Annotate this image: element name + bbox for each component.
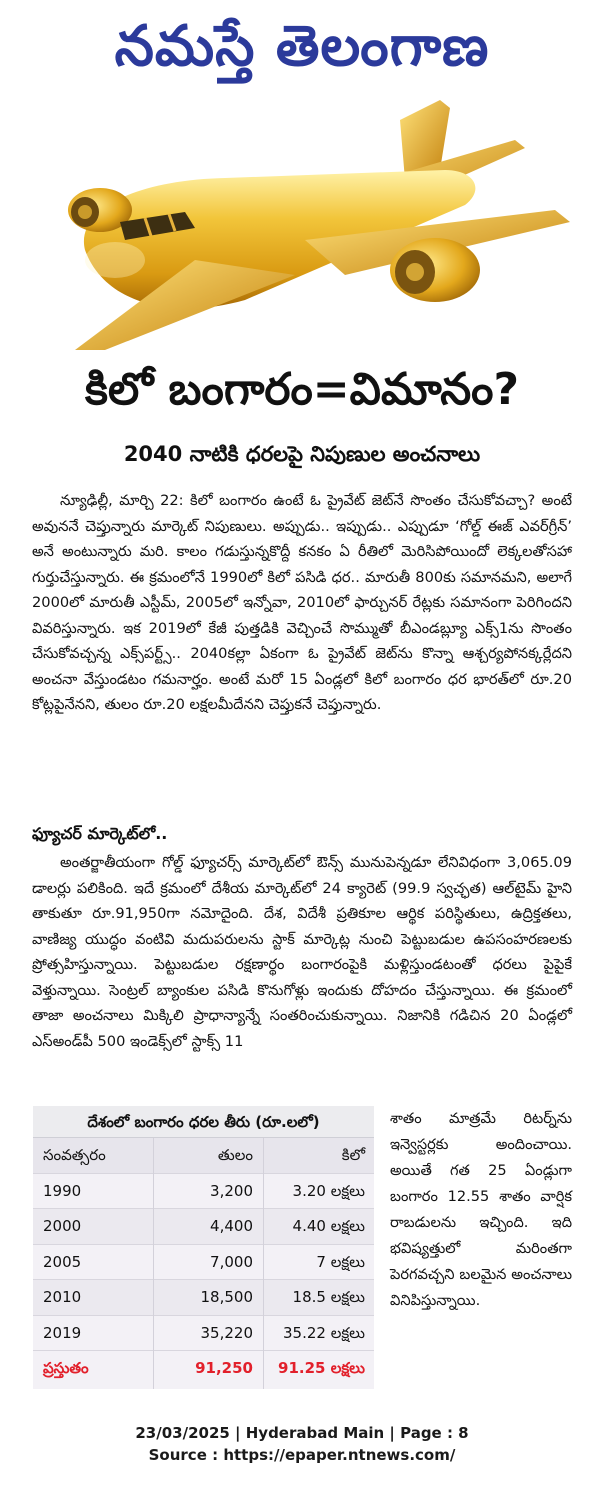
article-paragraph-1: న్యూఢిల్లీ, మార్చి 22: కిలో బంగారం ఉంటే ఓ ప్రైవేట్ జెట్‌నే సొంతం చేసుకోవచ్చా? అంటే అవుననే చెప్తున్నారు మార్కెట్ నిపుణులు. అప్పుడు.. ఇప్పుడు.. ఎప్పుడూ ‘గోల్డ్ ఈజ్ ఎవర్‌గ్రీన్’ అనే అంటున్నారు మరి. కాలం గడుస్తున్నకొద్దీ కనకం ఏ రీతిలో మెరిసిపోయిందో లెక్కలతోసహా గుర్తుచేస్తున్నారు. ఈ క్రమంలోనే 1990లో కిలో పసిడి ధర.. మారుతీ 800కు సమానమని, అలాగే 2000లో మారుతీ ఎస్టీమ్, 2005లో ఇన్నోవా, 2010లో ఫార్చునర్ రేట్లకు సమానంగా పెరిగిందని వివరిస్తున్నారు. ఇక 2019లో కేజీ పుత్తడికి వెచ్చించే సొమ్ముతో బీఎండబ్ల్యూ ఎక్స్1ను సొంతం చేసుకోవచ్చన్న ఎక్స్‌పర్ట్స్.. 2040కల్లా ఏకంగా ఓ ప్రైవేట్ జెట్‌ను కొన్నా ఆశ్చర్యపోనక్కర్లేదని అంచనా వేస్తుండటం గమనార్హం. అంటే మరో 15 ఏండ్లలో కిలో బంగారం ధర భారత్‌లో రూ.20 కోట్లపైనేనని, తులం రూ.20 లక్షలమీదేనని చెప్తుకనే చెప్తున్నారు. [32,492,572,713]
table-cell-tola: 3,200 [210,1181,253,1200]
table-cell-kilo: 35.22 లక్షలు [282,1323,365,1342]
footer-source: Source : https://epaper.ntnews.com/ [148,1446,456,1464]
table-title: దేశంలో బంగారం ధరల తీరు (రూ.లలో) [33,1106,374,1138]
article-paragraph-2: అంతర్జాతీయంగా గోల్డ్ ఫ్యూచర్స్ మార్కెట్‌లో ఔన్స్ మునుపెన్నడూ లేనివిధంగా 3,065.09 డాలర్లు పలికింది. ఇదే క్రమంలో దేశీయ మార్కెట్‌లో 24 క్యారెట్ (99.9 స్వచ్ఛత) ఆల్‌టైమ్ హైని తాకుతూ రూ.91,950గా నమోదైంది. దేశ, విదేశీ ప్రతికూల ఆర్థిక పరిస్థితులు, ఉద్రిక్తతలు, వాణిజ్య యుద్ధం వంటివి మదుపరులను స్టాక్ మార్కెట్ల నుంచి పెట్టుబడుల ఉపసంహరణలకు ప్రోత్సహిస్తున్నాయి. పెట్టుబడుల రక్షణార్థం బంగారంపైకి మళ్లిస్తుండటంతో ధరలు పైపైకే వెళ్తున్నాయి. సెంట్రల్ బ్యాంకుల పసిడి కొనుగోళ్లు ఇందుకు దోహదం చేస్తున్నాయి. ఈ క్రమంలో తాజా అంచనాలు మిక్కిలి ప్రాధాన్యాన్నే సంతరించుకున్నాయి. నిజానికి గడిచిన 20 ఏండ్లలో ఎస్అండ్‌పీ 500 ఇండెక్స్‌లో స్టాక్స్ 11 [32,854,572,1050]
table-row-current [33,1351,374,1387]
table-cell-tola: 91,250 [195,1359,253,1377]
table-cell-kilo: 18.5 లక్షలు [292,1288,365,1306]
table-cell-year: 2005 [43,1252,82,1271]
table-cell-kilo: 91.25 లక్షలు [278,1359,365,1377]
table-cell-year: 1990 [43,1181,82,1200]
table-cell-year: 2000 [43,1217,82,1235]
table-cell-year: 2010 [43,1288,82,1306]
table-header-year: సంవత్సరం [43,1146,106,1164]
table-cell-tola: 18,500 [200,1288,253,1306]
table-row [33,1245,374,1281]
table-header-row [33,1138,374,1174]
table-cell-tola: 7,000 [210,1252,253,1271]
article-subhead: 2040 నాటికి ధరలపై నిపుణుల అంచనాలు [123,442,481,466]
golden-plane-image [45,100,575,350]
article-headline: కిలో బంగారం=విమానం? [85,364,519,415]
table-cell-tola: 35,220 [200,1323,253,1342]
footer-date-edition: 23/03/2025 | Hyderabad Main | Page : 8 [135,1424,469,1442]
masthead-logo: నమస్తే తెలంగాణ [114,14,490,79]
article-paragraph-3: శాతం మాత్రమే రిటర్న్‌ను ఇన్వెస్టర్లకు అందించాయి. అయితే గత 25 ఏండ్లుగా బంగారం 12.55 శాతం వార్షిక రాబడులను ఇచ్చింది. ఇది భవిష్యత్తులో మరింతగా పెరగవచ్చని బలమైన అంచనాలు వినిపిస్తున్నాయి. [390,1110,572,1309]
section-subtitle: ఫ్యూచర్ మార్కెట్‌లో.. [32,824,168,843]
table-row [33,1174,374,1210]
table-row [33,1209,374,1245]
table-cell-year: 2019 [43,1323,82,1342]
table-cell-kilo: 7 లక్షలు [316,1252,365,1271]
table-cell-kilo: 4.40 లక్షలు [292,1217,365,1235]
table-cell-tola: 4,400 [210,1217,253,1235]
page-footer [0,1422,604,1466]
gold-price-table [33,1106,374,1389]
table-cell-kilo: 3.20 లక్షలు [292,1181,365,1200]
table-column-divider [263,1138,264,1389]
table-header-kilo: కిలో [341,1146,365,1164]
table-column-divider [153,1138,154,1389]
table-row [33,1280,374,1316]
table-header-tola: తులం [217,1146,253,1164]
table-row [33,1316,374,1352]
table-cell-year: ప్రస్తుతం [43,1359,89,1377]
